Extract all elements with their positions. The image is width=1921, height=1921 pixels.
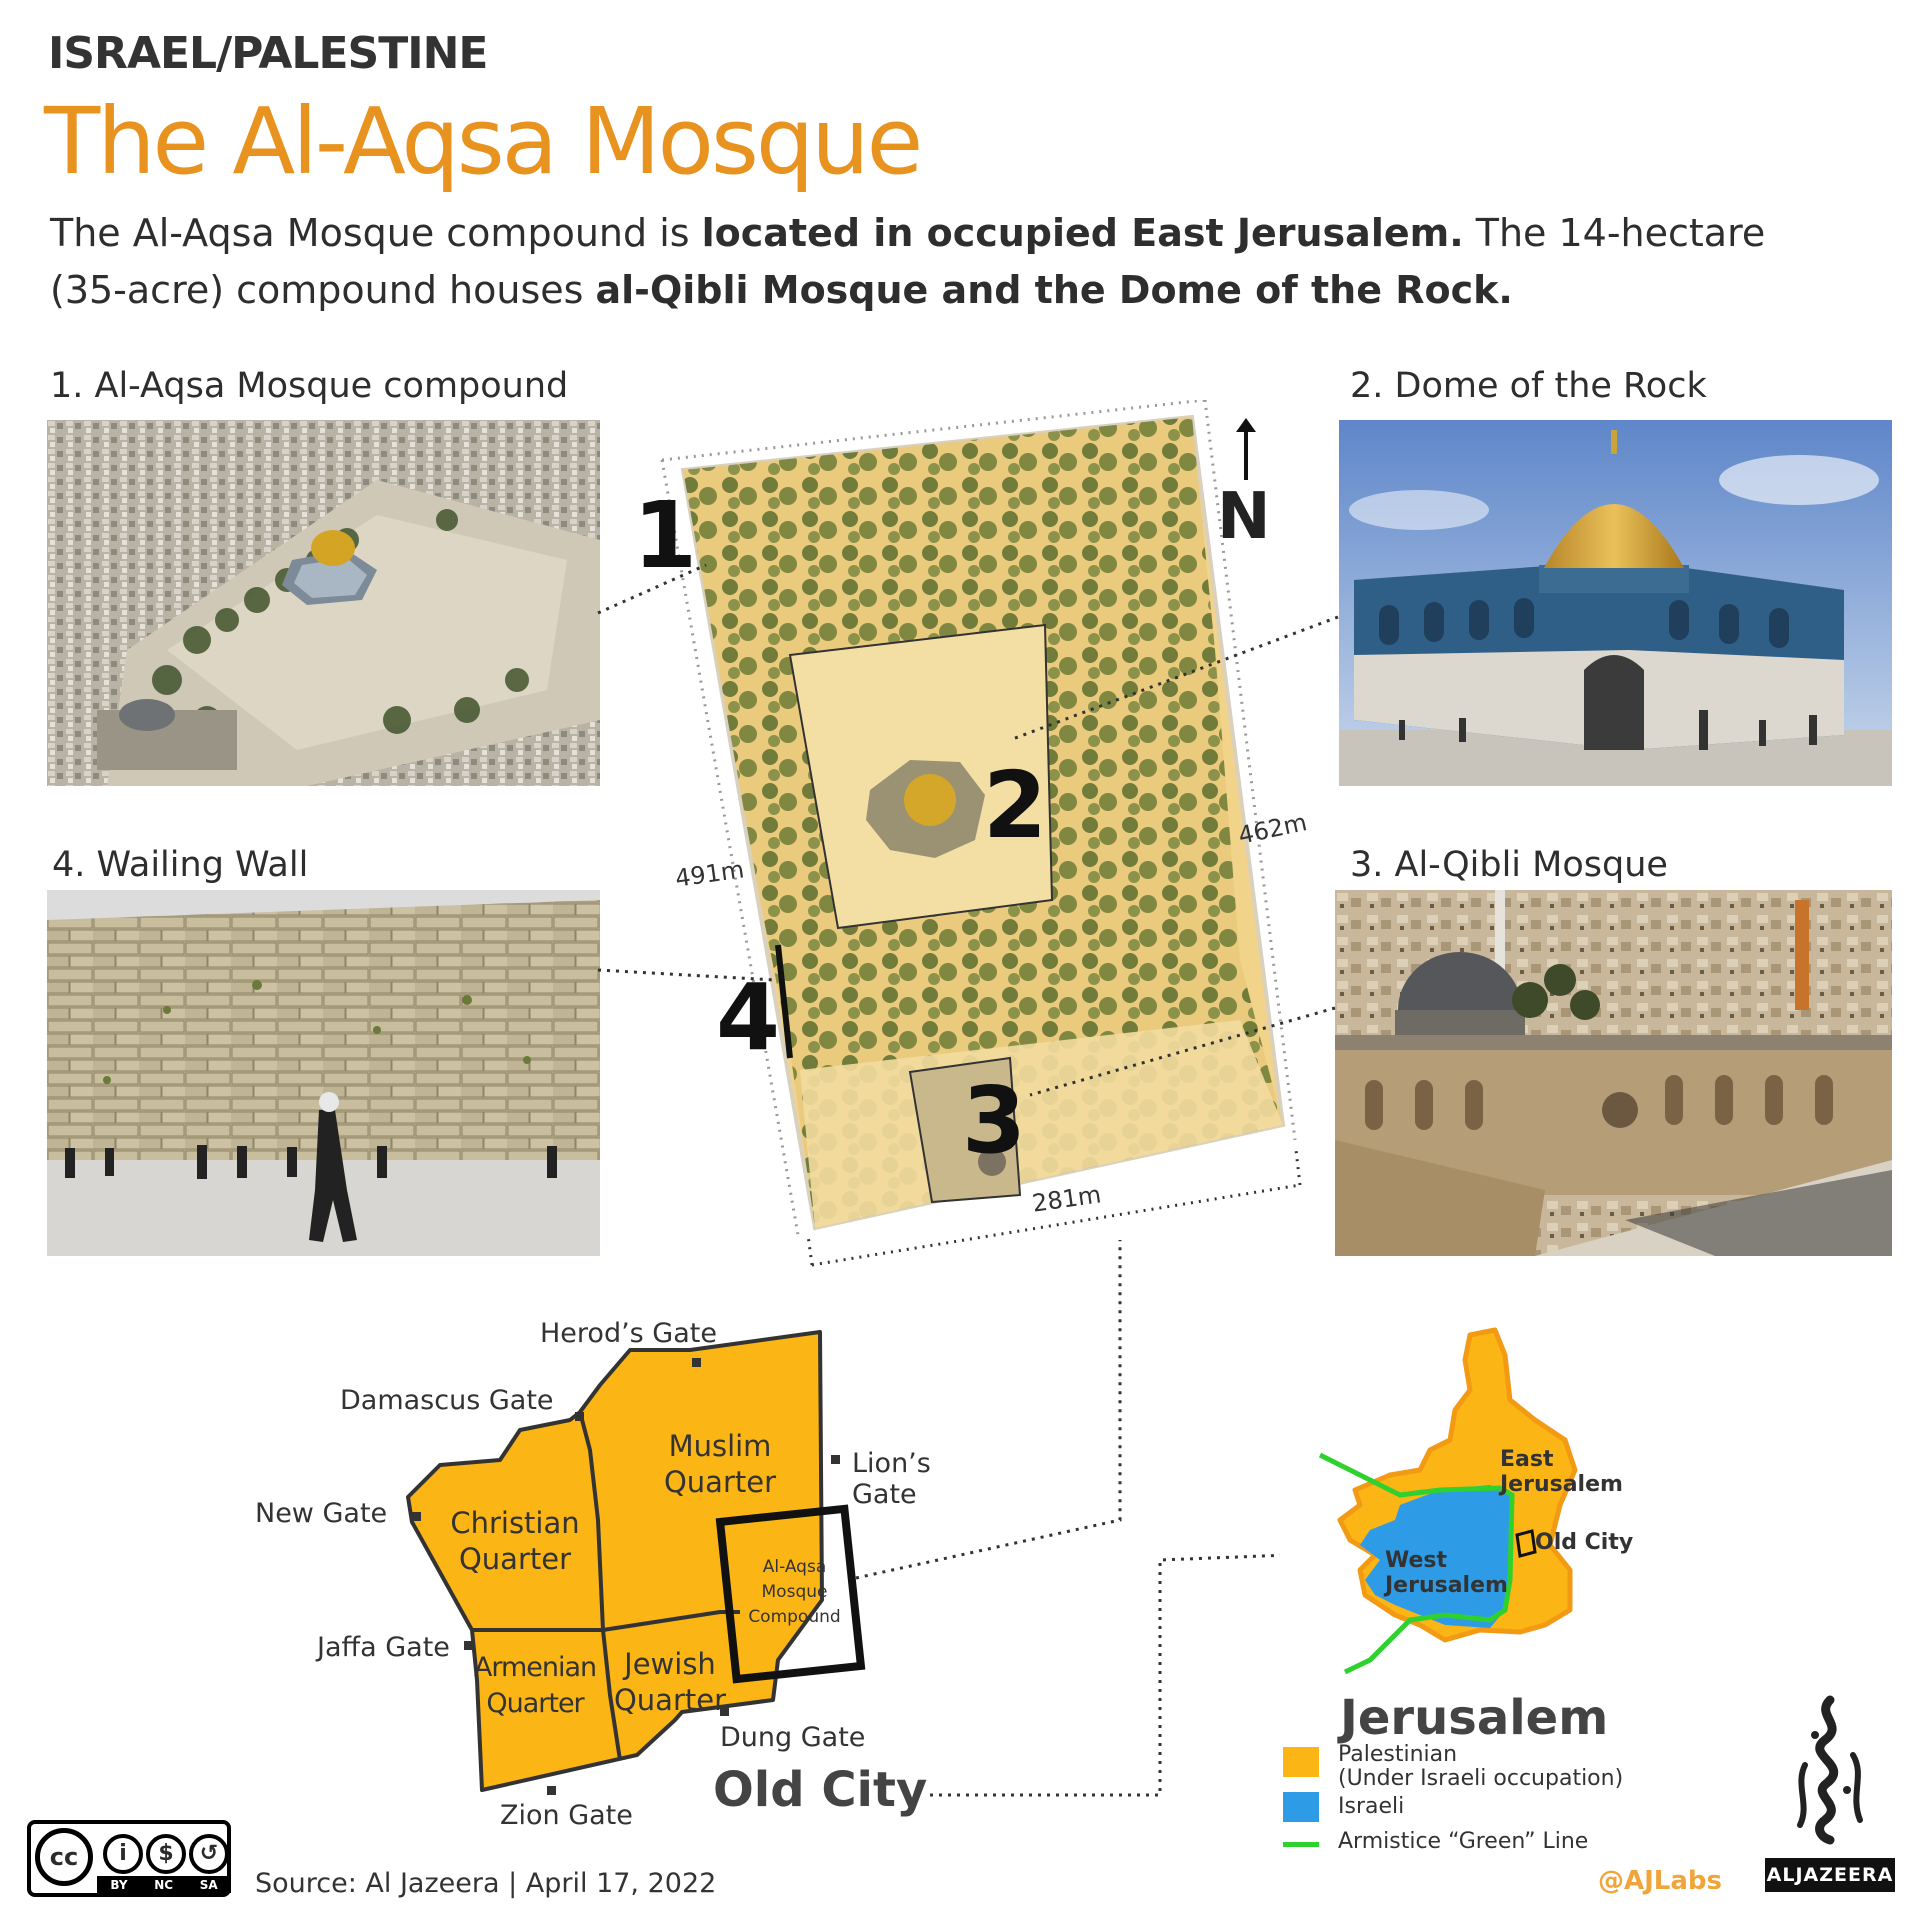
jerusalem-map-title: Jerusalem (1340, 1690, 1609, 1746)
ajlabs-handle: @AJLabs (1598, 1866, 1722, 1896)
legend-swatch-green-line (1283, 1842, 1319, 1847)
legend-swatch-israeli (1283, 1792, 1319, 1822)
noncommercial-icon: $ (146, 1834, 186, 1874)
attribution-icon: i (103, 1834, 143, 1874)
photo-label-wailing-wall: 4. Wailing Wall (52, 845, 309, 885)
gate-label-new: New Gate (255, 1498, 388, 1529)
jerusalem-map (1295, 1320, 1595, 1690)
legend-swatch-palestinian (1283, 1747, 1319, 1777)
aljazeera-calligraphy-logo (1775, 1695, 1885, 1845)
gate-label-dung: Dung Gate (720, 1722, 866, 1753)
kicker: ISRAEL/PALESTINE (48, 28, 488, 79)
photo-aerial-compound (47, 420, 600, 786)
label-old-city-small: Old City (1535, 1530, 1634, 1555)
photo-label-al-qibli: 3. Al-Qibli Mosque (1350, 845, 1668, 885)
quarter-label-christian: Christian Quarter (450, 1506, 580, 1576)
page-title: The Al-Aqsa Mosque (44, 88, 921, 195)
gate-label-damascus: Damascus Gate (340, 1385, 554, 1416)
quarter-label-jewish: Jewish Quarter (613, 1647, 727, 1717)
old-city-title: Old City (713, 1762, 928, 1818)
intro-text: The Al-Aqsa Mosque compound is located in occupied East Jerusalem. The 14-hectare (35-acre) compound houses al-Qibli Mosque and the Dome of the Rock. (50, 211, 1766, 312)
marker-number-3: 3 (962, 1067, 1027, 1174)
label-east-jerusalem: East Jerusalem (1500, 1447, 1623, 1497)
quarter-label-muslim: Muslim Quarter (663, 1429, 777, 1499)
cc-icon: cc (35, 1828, 93, 1886)
gate-label-zion: Zion Gate (500, 1800, 633, 1831)
gate-label-herods: Herod’s Gate (540, 1318, 717, 1349)
compound-label-old-city: Al-Aqsa Mosque Compound (748, 1557, 841, 1627)
north-label: N (1217, 480, 1271, 554)
photo-wailing-wall (47, 890, 600, 1256)
legend-label-green-line: Armistice “Green” Line (1338, 1829, 1589, 1854)
measurement-south: 281m (1030, 1180, 1103, 1218)
creative-commons-badge (27, 1820, 231, 1897)
measurement-east: 462m (1235, 808, 1310, 850)
sharealike-icon: ↺ (189, 1834, 229, 1874)
photo-label-dome-of-the-rock: 2. Dome of the Rock (1350, 366, 1707, 406)
photo-label-compound: 1. Al-Aqsa Mosque compound (50, 366, 569, 406)
license-tags: BY NC SA (97, 1876, 231, 1893)
quarter-label-armenian: Armenian Quarter (473, 1652, 597, 1719)
gate-label-lions: Lion’s Gate (852, 1448, 931, 1510)
legend-label-palestinian: Palestinian (Under Israeli occupation) (1338, 1742, 1624, 1791)
photo-dome-of-the-rock (1339, 420, 1892, 786)
source-credit: Source: Al Jazeera | April 17, 2022 (255, 1868, 717, 1899)
marker-number-2: 2 (983, 752, 1048, 859)
aljazeera-brand-wordmark: ALJAZEERA (1765, 1858, 1895, 1892)
measurement-west: 491m (673, 855, 746, 893)
legend-label-israeli: Israeli (1338, 1794, 1405, 1819)
photo-al-qibli-mosque (1335, 890, 1892, 1256)
marker-number-4: 4 (716, 964, 781, 1071)
marker-number-1: 1 (633, 482, 698, 589)
gate-label-jaffa: Jaffa Gate (317, 1632, 450, 1663)
label-west-jerusalem: West Jerusalem (1385, 1548, 1508, 1598)
